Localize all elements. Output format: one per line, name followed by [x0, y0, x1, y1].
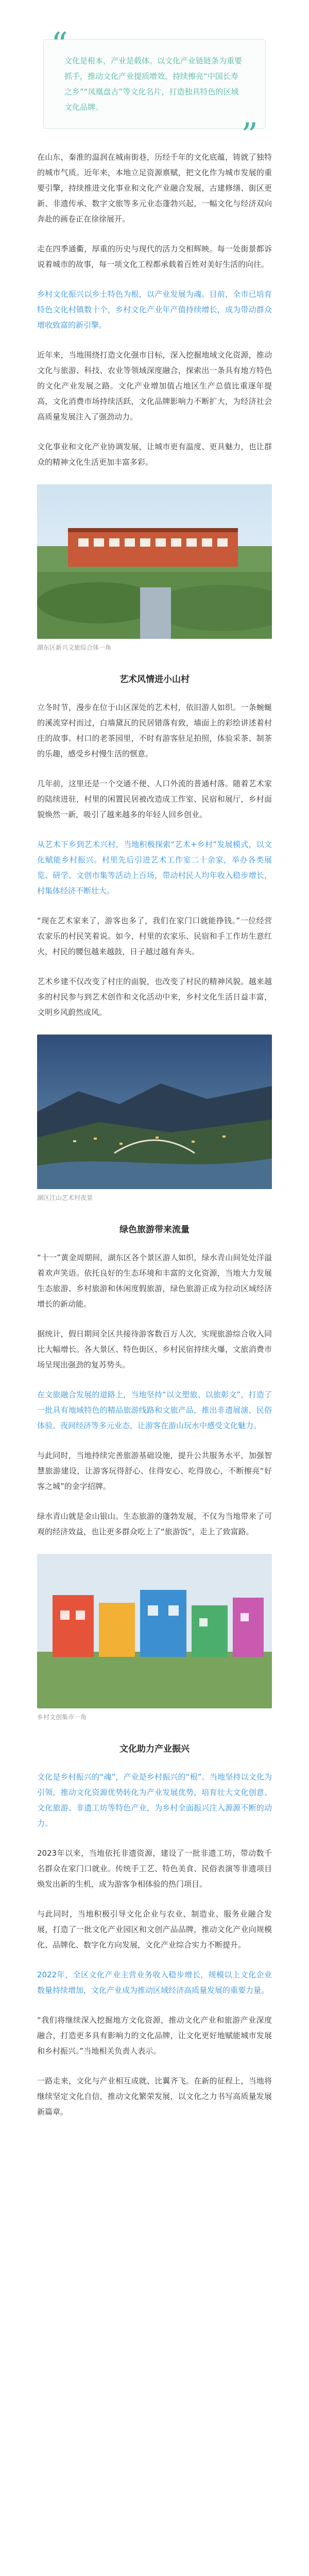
photo-art-village-night	[37, 1035, 272, 1189]
intro-text: 文化是根本，产业是载体。以文化产业链链条为重要抓手，推动文化产业提质增效，持续擦亮“中国长寿之乡”“凤凰盘古”等文化名片，打造独具特色的区域文化品牌。	[64, 56, 243, 112]
close-quote-icon: ”	[241, 116, 258, 155]
section-heading: 绿色旅游带来流量	[119, 1225, 190, 1235]
paragraph: “十一”黄金周期间，湖东区各个景区游人如织，绿水青山间处处洋溢着欢声笑语。依托良好的生态环境和丰富的文化资源，当地大力发展生态旅游、乡村旅游和休闲度假旅游，绿色旅游正成为拉动区域经济增长的新动能。	[37, 1253, 272, 1309]
paragraph-highlight: 从艺术下乡到艺术兴村，当地积极探索“艺术+乡村”发展模式，以文化赋能乡村振兴。村里先后引进艺术工作室二十余家，举办各类展览、研学、文创市集等活动上百场，带动村民人均年收入稳步增长，村集体经济不断壮大。	[37, 840, 272, 895]
paragraph: “我们将继续深入挖掘地方文化资源，推动文化产业和旅游产业深度融合，打造更多具有影响力的文化品牌，让文化更好地赋能城市发展和乡村振兴。”当地相关负责人表示。	[37, 2015, 272, 2056]
paragraph: 2023年以来，当地依托非遗资源，建设了一批非遗工坊，带动数千名群众在家门口就业。传统手工艺、特色美食、民俗表演等非遗项目焕发出新的生机，成为游客争相体验的热门项目。	[37, 1849, 272, 1889]
section-heading: 文化助力产业振兴	[119, 1744, 190, 1754]
open-quote-icon: “	[51, 26, 68, 64]
paragraph: 走在四季通衢，厚重的历史与现代的活力交相辉映。每一处街景都诉说着城市的故事，每一项文化工程都承载着百姓对美好生活的向往。	[37, 244, 272, 269]
paragraph-highlight: 2022年，全区文化产业主营业务收入稳步增长，规模以上文化企业数量持续增加，文化产业成为推动区域经济高质量发展的重要力量。	[37, 1970, 272, 1995]
paragraph: 立冬时节，漫步在位于山区深处的艺术村，依旧游人如织。一条蜿蜒的溪流穿村而过，白墙黛瓦的民居错落有致，墙面上的彩绘讲述着村庄的故事。村口的老茶园里，不时有游客驻足拍照，体验采茶、制茶的乐趣，感受乡村慢生活的惬意。	[37, 703, 272, 758]
image-caption: 湖区江山艺术村夜景	[37, 1194, 93, 1201]
photo-rural-market	[37, 1554, 272, 1708]
paragraph: 在山东，秦淮的温润在城南街巷，历经千年的文化底蕴，铸就了独特的城市气质。近年来，本地立足资源禀赋，把文化作为城市发展的重要引擎，持续推进文化事业和文化产业融合发展，古建修缮、街区更新、非遗传承、数字文旅等多元业态蓬勃兴起，一幅文化与经济双向奔赴的画卷正在徐徐展开。	[37, 152, 272, 224]
paragraph: 几年前，这里还是一个交通不便、人口外流的普通村落。随着艺术家的陆续进驻，村里的闲置民居被改造成工作室、民宿和展厅，乡村面貌焕然一新，吸引了越来越多的年轻人回乡创业。	[37, 779, 272, 819]
image-caption: 湖东区新兴文旅综合体一角	[37, 644, 112, 651]
paragraph: 文化事业和文化产业协调发展，让城市更有温度、更具魅力，也让群众的精神文化生活更加丰富多彩。	[37, 442, 272, 467]
paragraph: 近年来，当地围绕打造文化强市目标，深入挖掘地域文化资源，推动文化与旅游、科技、农业等领域深度融合，探索出一条具有地方特色的文化产业发展之路。文化产业增加值占地区生产总值比重逐年提高，文化消费市场持续活跃，文化品牌影响力不断扩大，为经济社会高质量发展注入了强劲动力。	[37, 350, 272, 421]
intro-quote-box	[43, 26, 266, 155]
paragraph: 绿水青山就是金山银山。生态旅游的蓬勃发展，不仅为当地带来了可观的经济效益，也让更多群众吃上了“旅游饭”，走上了致富路。	[37, 1512, 272, 1536]
paragraph: 与此同时，当地持续完善旅游基础设施，提升公共服务水平，加强智慧旅游建设，让游客玩得舒心、住得安心、吃得放心，不断擦亮“好客之城”的金字招牌。	[37, 1451, 272, 1491]
paragraph: 据统计，假日期间全区共接待游客数百万人次，实现旅游综合收入同比大幅增长。各大景区、特色街区、乡村民宿持续火爆，文旅消费市场呈现出强劲的复苏势头。	[37, 1329, 272, 1369]
image-caption: 乡村文创集市一角	[37, 1714, 87, 1721]
paragraph-highlight: 乡村文化振兴以乡土特色为根，以产业发展为魂。目前，全市已培育特色文化村镇数十个，乡村文化产业年产值持续增长，成为带动群众增收致富的新引擎。	[37, 290, 272, 330]
paragraph: 与此同时，当地积极引导文化企业与农业、制造业、服务业融合发展，打造了一批文化产业园区和文创产品品牌，推动文化产业向规模化、品牌化、数字化方向发展，文化产业综合实力不断提升。	[37, 1909, 272, 1950]
paragraph: 艺术乡建不仅改变了村庄的面貌，也改变了村民的精神风貌。越来越多的村民参与到艺术创作和文化活动中来，乡村文化生活日益丰富，文明乡风蔚然成风。	[37, 977, 272, 1017]
paragraph-highlight: 在文旅融合发展的道路上，当地坚持“以文塑旅、以旅彰文”，打造了一批具有地域特色的精品旅游线路和文旅产品，推出非遗展演、民俗体验、夜间经济等多元业态，让游客在游山玩水中感受文化魅力。	[37, 1390, 272, 1430]
paragraph: 一路走来，文化与产业相互成就、比翼齐飞。在新的征程上，当地将继续坚定文化自信，推动文化繁荣发展，以文化之力书写高质量发展新篇章。	[37, 2076, 272, 2116]
paragraph-highlight: 文化是乡村振兴的“魂”，产业是乡村振兴的“根”。当地坚持以文化为引领，推动文化资源优势转化为产业发展优势，培育壮大文化创意、文化旅游、非遗工坊等特色产业，为乡村全面振兴注入源源不断的动力。	[37, 1772, 272, 1828]
section-heading: 艺术风情进小山村	[119, 674, 190, 685]
paragraph: “现在艺术家来了，游客也多了，我们在家门口就能挣钱。”一位经营农家乐的村民笑着说。如今，村里的农家乐、民宿和手工作坊生意红火，村民的腰包越来越鼓，日子越过越有奔头。	[37, 916, 272, 956]
photo-cultural-complex	[37, 484, 272, 639]
